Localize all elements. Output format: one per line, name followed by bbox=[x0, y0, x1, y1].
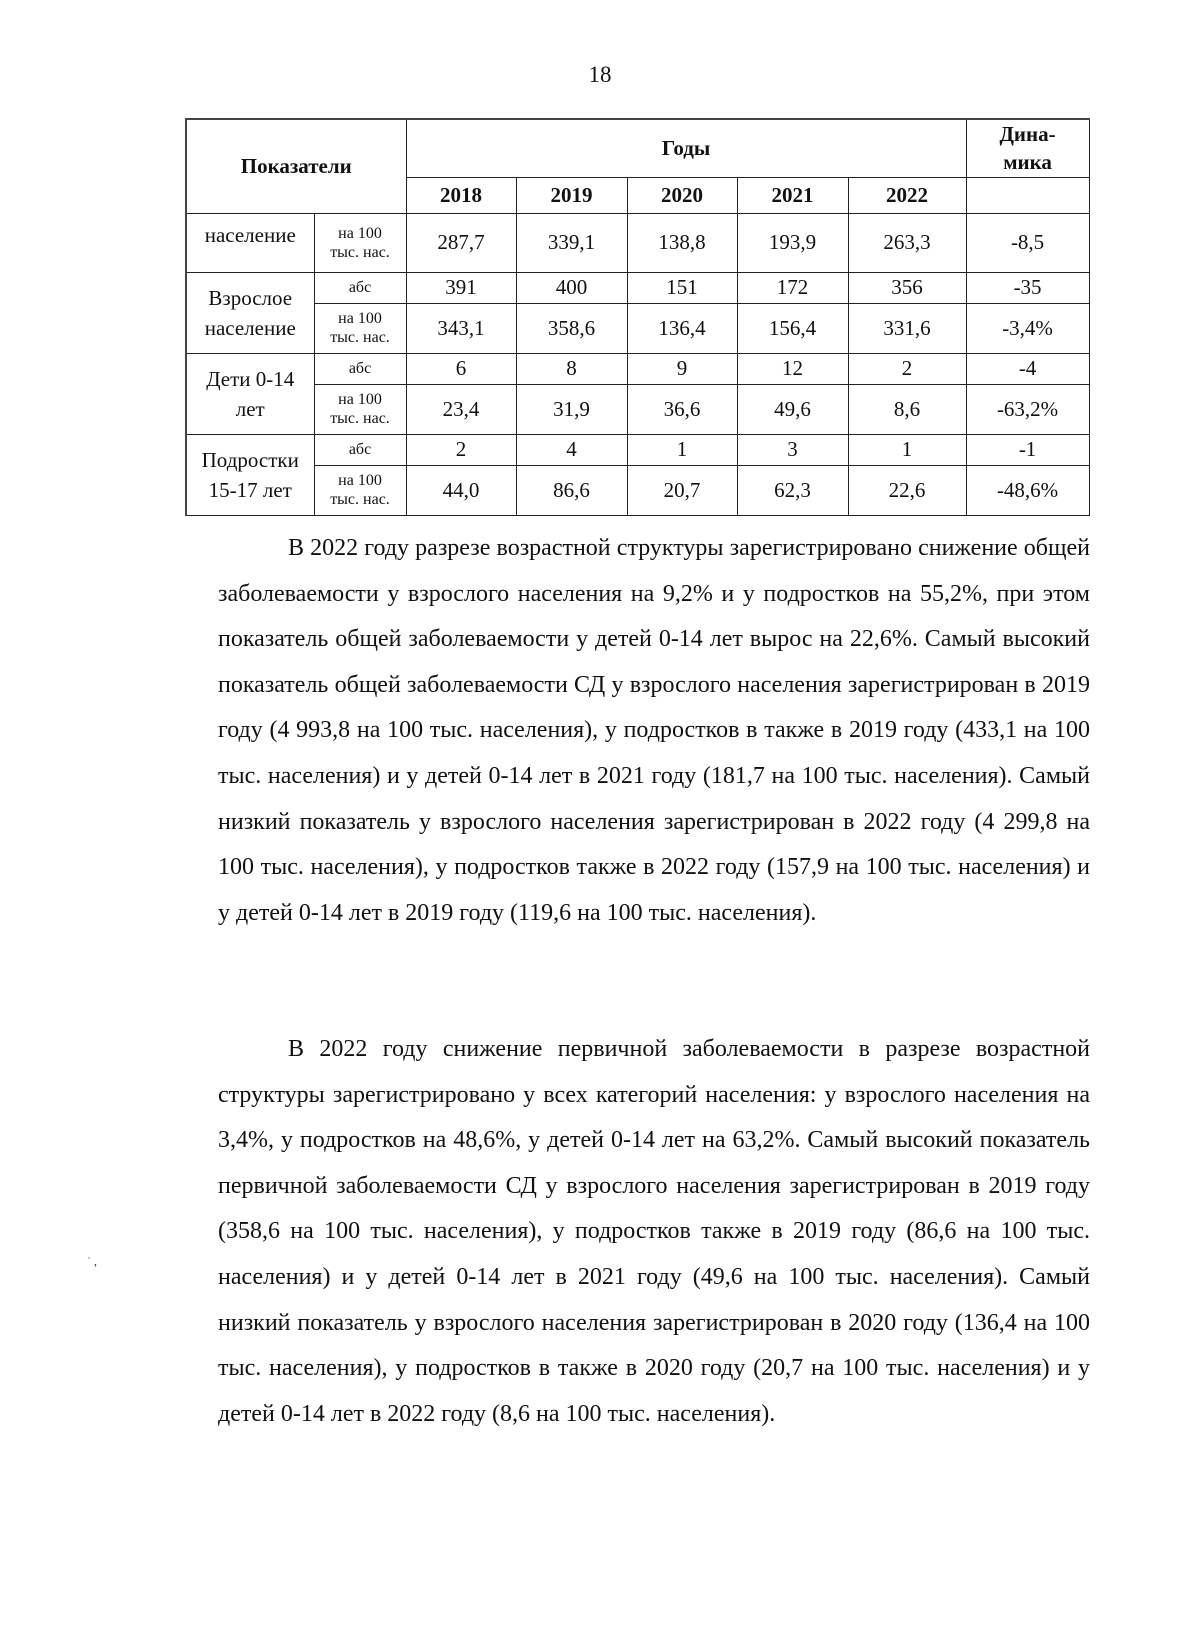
cell-dynamics: -63,2% bbox=[966, 384, 1089, 434]
cell-value: 20,7 bbox=[627, 465, 737, 515]
row-unit: абс bbox=[314, 434, 406, 465]
cell-value: 138,8 bbox=[627, 213, 737, 272]
cell-value: 356 bbox=[848, 272, 966, 303]
row-unit: на 100 тыс. нас. bbox=[314, 213, 406, 272]
row-unit: на 100 тыс. нас. bbox=[314, 384, 406, 434]
cell-value: 391 bbox=[406, 272, 516, 303]
paragraph-general-morbidity bbox=[218, 526, 1090, 936]
header-dynamics-empty bbox=[966, 177, 1089, 213]
cell-dynamics: -3,4% bbox=[966, 303, 1089, 353]
table-row bbox=[186, 384, 1089, 434]
cell-value: 339,1 bbox=[516, 213, 627, 272]
table-row bbox=[186, 272, 1089, 303]
header-year-2018: 2018 bbox=[406, 177, 516, 213]
cell-value: 136,4 bbox=[627, 303, 737, 353]
table-row bbox=[186, 213, 1089, 272]
cell-value: 8 bbox=[516, 353, 627, 384]
cell-value: 36,6 bbox=[627, 384, 737, 434]
cell-value: 44,0 bbox=[406, 465, 516, 515]
row-unit: на 100 тыс. нас. bbox=[314, 465, 406, 515]
row-unit: абс bbox=[314, 353, 406, 384]
header-year-2022: 2022 bbox=[848, 177, 966, 213]
cell-dynamics: -4 bbox=[966, 353, 1089, 384]
header-year-2020: 2020 bbox=[627, 177, 737, 213]
cell-value: 358,6 bbox=[516, 303, 627, 353]
cell-value: 156,4 bbox=[737, 303, 848, 353]
row-category: Подростки 15-17 лет bbox=[186, 434, 314, 515]
cell-value: 31,9 bbox=[516, 384, 627, 434]
cell-dynamics: -8,5 bbox=[966, 213, 1089, 272]
cell-value: 12 bbox=[737, 353, 848, 384]
cell-value: 343,1 bbox=[406, 303, 516, 353]
cell-value: 23,4 bbox=[406, 384, 516, 434]
table-row bbox=[186, 353, 1089, 384]
cell-value: 1 bbox=[848, 434, 966, 465]
table-row bbox=[186, 303, 1089, 353]
cell-value: 86,6 bbox=[516, 465, 627, 515]
header-dynamics: Дина- мика bbox=[966, 119, 1089, 177]
header-year-2021: 2021 bbox=[737, 177, 848, 213]
cell-value: 287,7 bbox=[406, 213, 516, 272]
header-year-2019: 2019 bbox=[516, 177, 627, 213]
cell-value: 1 bbox=[627, 434, 737, 465]
scan-speck: ˙ , bbox=[87, 1254, 97, 1268]
row-category: Взрослое население bbox=[186, 272, 314, 353]
paragraph-text: В 2022 году снижение первичной заболеваемости в разрезе возрастной структуры зарегистрировано у всех категорий населения: у взрослого населения на 3,4%, у подростков на 48,6%, у детей 0-14 лет на 63,2%. Самый высокий показатель первичной заболеваемости СД у взрослого населения зарегистрирован в 2019 году (358,6 на 100 тыс. населения), у подростков также в 2019 году (86,6 на 100 тыс. населения) и у детей 0-14 лет в 2021 году (49,6 на 100 тыс. населения). Самый низкий показатель у взрослого населения зарегистрирован в 2020 году (136,4 на 100 тыс. населения), у подростков в также в 2020 году (20,7 на 100 тыс. населения) и у детей 0-14 лет в 2022 году (8,6 на 100 тыс. населения). bbox=[218, 1036, 1090, 1427]
cell-value: 9 bbox=[627, 353, 737, 384]
table-row bbox=[186, 434, 1089, 465]
cell-value: 151 bbox=[627, 272, 737, 303]
cell-value: 49,6 bbox=[737, 384, 848, 434]
page-number: 18 bbox=[588, 62, 612, 87]
cell-dynamics: -48,6% bbox=[966, 465, 1089, 515]
cell-value: 3 bbox=[737, 434, 848, 465]
cell-value: 331,6 bbox=[848, 303, 966, 353]
cell-value: 2 bbox=[406, 434, 516, 465]
cell-value: 8,6 bbox=[848, 384, 966, 434]
header-years: Годы bbox=[406, 119, 966, 177]
statistics-table bbox=[185, 118, 1090, 516]
row-unit: абс bbox=[314, 272, 406, 303]
cell-value: 6 bbox=[406, 353, 516, 384]
cell-value: 400 bbox=[516, 272, 627, 303]
cell-dynamics: -35 bbox=[966, 272, 1089, 303]
cell-value: 263,3 bbox=[848, 213, 966, 272]
cell-dynamics: -1 bbox=[966, 434, 1089, 465]
paragraph-text: В 2022 году разрезе возрастной структуры зарегистрировано снижение общей заболеваемости у взрослого населения на 9,2% и у подростков на 55,2%, при этом показатель общей заболеваемости у детей 0-14 лет вырос на 22,6%. Самый высокий показатель общей заболеваемости СД у взрослого населения зарегистрирован в 2019 году (4 993,8 на 100 тыс. населения), у подростков в также в 2019 году (433,1 на 100 тыс. населения) и у детей 0-14 лет в 2021 году (181,7 на 100 тыс. населения). Самый низкий показатель у взрослого населения зарегистрирован в 2022 году (4 299,8 на 100 тыс. населения), у подростков также в 2022 году (157,9 на 100 тыс. населения) и у детей 0-14 лет в 2019 году (119,6 на 100 тыс. населения). bbox=[218, 535, 1090, 926]
cell-value: 2 bbox=[848, 353, 966, 384]
header-indicators: Показатели bbox=[186, 119, 406, 213]
row-category: Дети 0-14 лет bbox=[186, 353, 314, 434]
cell-value: 193,9 bbox=[737, 213, 848, 272]
cell-value: 62,3 bbox=[737, 465, 848, 515]
cell-value: 4 bbox=[516, 434, 627, 465]
paragraph-primary-morbidity bbox=[218, 1027, 1090, 1437]
table-row bbox=[186, 465, 1089, 515]
row-category: население bbox=[186, 213, 314, 272]
cell-value: 22,6 bbox=[848, 465, 966, 515]
cell-value: 172 bbox=[737, 272, 848, 303]
row-unit: на 100 тыс. нас. bbox=[314, 303, 406, 353]
